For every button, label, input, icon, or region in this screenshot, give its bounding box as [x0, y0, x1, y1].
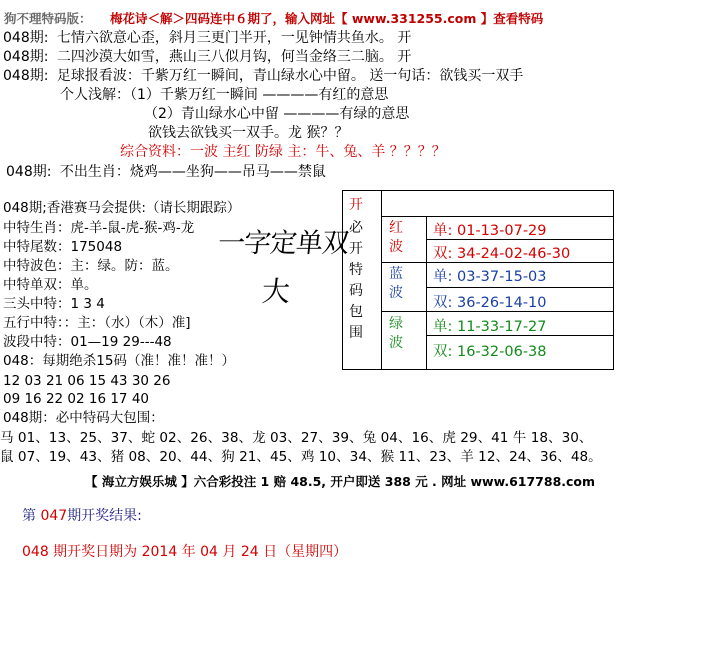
single-label: 单:: [433, 319, 453, 335]
prev-result-line: [22, 505, 142, 525]
double-numbers: 16-32-06-38: [457, 344, 547, 360]
issue-prefix: 048期:: [3, 49, 49, 65]
wave-table: [342, 190, 614, 370]
single-label: 单:: [433, 269, 453, 285]
hk-five-elements: 五行中特：：主：（水）（木）准]: [3, 315, 191, 331]
ad-banner: 【 海立方娱乐城 】六合彩投注 1 赔 48.5, 开户即送 388 元 . 网址 www.617788.com: [85, 474, 596, 489]
explanation-1: 个人浅解：（1）千紫万红一瞬间 ————有红的意思: [60, 87, 389, 103]
draw-date-line: 048 期开奖日期为 2014 年 04 月 24 日（星期四）: [22, 544, 348, 560]
no-zodiac-text: 不出生肖：烧鸡——坐狗——吊马——禁鼠: [59, 164, 326, 180]
handwriting-line-1: 一字定单双: [216, 228, 350, 259]
big-title: 048期：必中特码大包围：: [3, 410, 164, 426]
hk-zodiac: 中特生肖：虎-羊-鼠-虎-猴-鸡-龙: [3, 220, 195, 236]
issue-prefix: 048期:: [6, 164, 52, 180]
summary-line: 综合资料：一波 主红 防绿 主：牛、兔、羊 ？？？？: [120, 144, 446, 160]
poem-line-2: [3, 48, 411, 66]
wave-name-green: 绿波: [389, 316, 403, 351]
no-zodiac-line: [6, 163, 326, 181]
hk-odd-even: 中特单双：单。: [3, 277, 98, 293]
football-text: 足球报看波：千紫万红一瞬间，青山绿水心中留。 送一句话：欲钱买一双手: [56, 68, 524, 84]
double-row-red: [433, 242, 570, 263]
single-numbers: 11-33-17-27: [457, 319, 547, 335]
hk-head: 三头中特：1 3 4: [3, 296, 105, 312]
single-label: 单:: [433, 223, 453, 239]
divider: [426, 287, 613, 288]
kai-label: 开: [349, 197, 363, 213]
hk-tail: 中特尾数：175048: [3, 239, 123, 255]
poem-text: 七情六欲意心歪，斜月三更门半开，一见钟情共鱼水。 开: [56, 30, 412, 46]
single-row-green: [433, 315, 547, 336]
double-numbers: 36-26-14-10: [457, 295, 547, 311]
football-line: [3, 67, 523, 85]
issue-prefix: 048期:: [3, 68, 49, 84]
hk-title: 048期;香港赛马会提供:（请长期跟踪）: [3, 200, 241, 216]
hk-wave: 中特波色：主：绿。防：蓝。: [3, 258, 179, 274]
double-row-green: [433, 340, 547, 361]
kill-row-1: 12 03 21 06 15 43 30 26: [3, 373, 171, 389]
poem-text: 二四沙漠大如雪，燕山三八似月钩，何当金络三二脑。 开: [56, 49, 412, 65]
handwriting-line-2: 大: [260, 275, 292, 308]
single-numbers: 01-13-07-29: [457, 223, 547, 239]
header-label: 狗不理特码版：: [4, 11, 92, 26]
explanation-3: 欲钱去欲钱买一双手。龙 猴？？: [148, 125, 349, 141]
single-numbers: 03-37-15-03: [457, 269, 547, 285]
side-label: 必开特码包围: [349, 220, 363, 341]
prev-prefix: 第: [22, 508, 36, 524]
wave-name-blue: 蓝波: [389, 266, 403, 301]
divider: [381, 216, 426, 217]
divider: [426, 216, 613, 217]
big-row-2: 鼠 07、19、43、猪 08、20、44、狗 21、45、鸡 10、34、猴 11、23、羊 12、24、36、48。: [0, 449, 602, 465]
prev-suffix: 期开奖结果:: [67, 508, 142, 524]
double-label: 双:: [433, 246, 453, 262]
double-row-blue: [433, 291, 547, 312]
double-label: 双:: [433, 295, 453, 311]
explanation-2: （2）青山绿水心中留 ————有绿的意思: [144, 106, 410, 122]
header-banner: 梅花诗＜解＞四码连中６期了，输入网址【 www.331255.com 】查看特码: [110, 11, 544, 26]
single-row-red: [433, 219, 547, 240]
single-row-blue: [433, 265, 547, 286]
table-side-column: [343, 191, 382, 369]
prev-issue: 047: [40, 508, 68, 524]
kill-row-2: 09 16 22 02 16 17 40: [3, 391, 149, 407]
poem-line-1: [3, 29, 411, 47]
issue-prefix: 048期:: [3, 30, 49, 46]
kill-title: 048：每期绝杀15码（准！准！准！）: [3, 353, 235, 369]
big-row-1: 马 01、13、25、37、蛇 02、26、38、龙 03、27、39、兔 04、16、虎 29、41 牛 18、30、: [0, 430, 593, 446]
hk-segment: 波段中特：01—19 29---48: [3, 334, 172, 350]
double-label: 双:: [433, 344, 453, 360]
wave-name-red: 红波: [389, 220, 403, 255]
double-numbers: 34-24-02-46-30: [457, 246, 571, 262]
